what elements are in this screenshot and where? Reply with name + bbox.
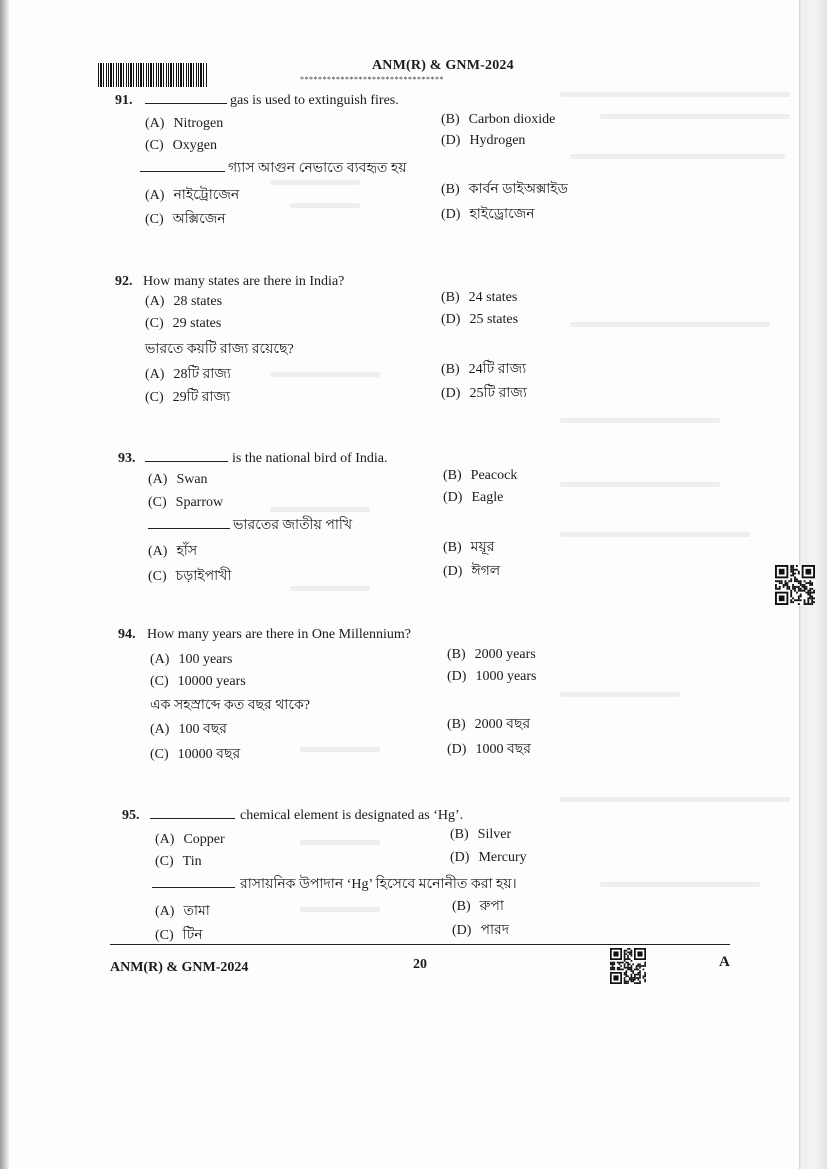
q93-option-b-en [443,467,517,485]
show-through-artifact [570,154,785,159]
option-text: 28 states [173,294,223,309]
q95-option-a-en [155,831,225,849]
question-number: 94. [118,627,136,642]
header-ornament: ******************************** [300,75,444,84]
qr-code [610,948,646,984]
page-number: 20 [413,957,427,972]
show-through-artifact [560,692,680,697]
option-key: (C) [148,495,167,510]
q94-option-a-bn [150,721,227,739]
q91-option-a-en [145,115,223,133]
option-key: (C) [145,138,164,153]
show-through-artifact [570,322,770,327]
option-key: (B) [447,717,466,732]
option-text: 100 বছর [178,722,227,737]
option-key: (D) [447,669,467,684]
q91-option-d-bn [441,206,535,224]
option-text: Nitrogen [173,116,224,131]
show-through-artifact [600,114,790,119]
question-text: ভারতের জাতীয় পাখি [233,518,353,533]
q95-option-d-en [450,849,527,867]
q92-option-c-en [145,315,221,333]
option-text: টিন [182,928,203,943]
option-text: পারদ [480,923,510,938]
option-key: (A) [148,544,168,559]
option-text: হাইড্রোজেন [469,207,535,222]
option-text: 1000 years [475,669,537,684]
q95-option-c-bn [155,927,203,945]
option-key: (C) [145,390,164,405]
q93-option-d-en [443,489,503,507]
q94-option-c-bn [150,746,240,764]
question-number: 91. [115,93,133,108]
option-key: (A) [148,472,168,487]
option-text: Swan [176,472,208,487]
option-key: (C) [150,674,169,689]
question-number: 93. [118,451,136,466]
answer-blank [145,91,227,104]
question-92-stem-bn [145,341,294,359]
question-93-stem-bn [148,516,352,535]
option-key: (A) [155,904,175,919]
qr-code-graphic [610,948,646,984]
option-text: নাইট্রোজেন [173,188,240,203]
set-code: A [719,954,730,970]
q95-option-c-en [155,853,202,871]
show-through-artifact [290,203,360,208]
show-through-artifact [560,418,720,423]
option-text: Peacock [470,468,518,483]
option-text: হাঁস [176,544,198,559]
question-text: How many states are there in India? [143,274,345,289]
q94-option-b-en [447,646,536,664]
option-text: 29টি রাজ্য [172,390,231,405]
q93-option-c-bn [148,568,231,586]
answer-blank [152,875,235,888]
option-key: (B) [447,647,466,662]
option-key: (A) [155,832,175,847]
option-key: (A) [145,367,165,382]
option-key: (C) [145,316,164,331]
show-through-artifact [300,907,380,912]
question-94-stem-bn [150,697,310,715]
show-through-artifact [290,586,370,591]
option-text: 1000 বছর [475,742,531,757]
option-key: (D) [450,850,470,865]
question-text: chemical element is designated as ‘Hg’. [240,808,464,823]
option-key: (B) [443,540,462,555]
q92-option-a-en [145,293,222,311]
q92-option-b-bn [441,361,526,379]
q94-option-d-bn [447,741,531,759]
option-text: Silver [477,827,512,842]
show-through-artifact [560,532,750,537]
q93-option-d-bn [443,563,500,581]
show-through-artifact [300,840,380,845]
question-text: গ্যাস আগুন নেভাতে ব্যবহৃত হয় [228,161,407,176]
option-text: 28টি রাজ্য [173,367,231,382]
q91-option-b-bn [441,181,568,199]
option-text: Sparrow [175,495,224,510]
answer-blank [145,449,228,462]
q91-option-c-bn [145,211,226,229]
question-91-stem-en [115,91,399,110]
page-header-title: ANM(R) & GNM-2024 [372,58,514,73]
option-text: Mercury [478,850,527,865]
q93-option-a-bn [148,543,197,561]
option-key: (B) [441,290,460,305]
q94-option-b-bn [447,716,530,734]
question-text: এক সহস্রাব্দে কত বছর থাকে? [150,698,310,713]
option-key: (A) [145,116,165,131]
option-key: (C) [148,569,167,584]
option-text: 2000 years [474,647,536,662]
show-through-artifact [600,882,760,887]
question-92-stem-en [115,273,344,291]
option-key: (A) [150,652,170,667]
option-key: (C) [155,928,174,943]
option-text: 25 states [469,312,519,327]
option-text: Hydrogen [469,133,526,148]
option-text: 25টি রাজ্য [469,386,527,401]
option-key: (B) [450,827,469,842]
question-number: 92. [115,274,133,289]
show-through-artifact [300,747,380,752]
q95-option-d-bn [452,922,509,940]
option-text: 24টি রাজ্য [468,362,527,377]
show-through-artifact [560,92,790,97]
q91-option-c-en [145,137,217,155]
option-key: (C) [155,854,174,869]
q95-option-a-bn [155,903,210,921]
q92-option-d-en [441,311,518,329]
question-93-stem-en [118,449,388,468]
q91-option-b-en [441,111,555,129]
show-through-artifact [270,180,360,185]
q94-option-a-en [150,651,232,669]
option-key: (C) [145,212,164,227]
q92-option-c-bn [145,389,230,407]
option-key: (B) [452,899,471,914]
q92-option-b-en [441,289,517,307]
answer-blank [148,516,230,529]
option-text: তামা [183,904,210,919]
option-key: (A) [150,722,170,737]
q93-option-a-en [148,471,208,489]
option-key: (C) [150,747,169,762]
option-text: 10000 years [177,674,246,689]
option-text: অক্সিজেন [172,212,226,227]
option-text: 100 years [178,652,233,667]
question-95-stem-en [122,806,463,825]
option-key: (D) [443,490,463,505]
q94-option-d-en [447,668,536,686]
show-through-artifact [560,797,790,802]
question-95-stem-bn [152,875,517,894]
option-text: Carbon dioxide [468,112,556,127]
option-text: 29 states [172,316,222,331]
option-key: (A) [145,294,165,309]
qr-code-graphic [775,565,815,605]
question-text: gas is used to extinguish fires. [230,93,399,108]
question-91-stem-bn [140,159,407,178]
question-number: 95. [122,808,140,823]
option-key: (D) [443,564,463,579]
answer-blank [140,159,225,172]
option-key: (A) [145,188,165,203]
option-key: (D) [447,742,467,757]
scan-edge-left [0,0,9,1169]
option-text: চড়াইপাখী [175,569,232,584]
footer-title: ANM(R) & GNM-2024 [110,960,249,975]
q92-option-a-bn [145,366,231,384]
option-key: (D) [441,386,461,401]
option-key: (B) [443,468,462,483]
option-text: 24 states [468,290,518,305]
q93-option-b-bn [443,539,494,557]
side-qr-code [775,565,815,605]
option-text: Copper [183,832,225,847]
question-text: How many years are there in One Millennium? [147,627,411,642]
q92-option-d-bn [441,385,527,403]
question-text: is the national bird of India. [232,451,388,466]
option-text: Eagle [471,490,504,505]
q95-option-b-en [450,826,511,844]
option-text: ময়ূর [470,540,495,555]
footer-divider [110,944,730,945]
q91-option-a-bn [145,187,239,205]
question-94-stem-en [118,626,411,644]
option-key: (B) [441,112,460,127]
option-text: Oxygen [172,138,217,153]
option-text: কার্বন ডাইঅক্সাইড [468,182,568,197]
option-text: রুপা [479,899,504,914]
option-key: (D) [441,133,461,148]
option-key: (D) [441,312,461,327]
answer-blank [150,806,235,819]
q95-option-b-bn [452,898,504,916]
option-key: (D) [452,923,472,938]
show-through-artifact [560,482,720,487]
option-text: 2000 বছর [474,717,531,732]
question-text: ভারতে কয়টি রাজ্য রয়েছে? [145,342,294,357]
q91-option-d-en [441,132,525,150]
option-key: (B) [441,182,460,197]
barcode [98,63,208,87]
q94-option-c-en [150,673,246,691]
show-through-artifact [270,507,370,512]
option-text: ঈগল [471,564,501,579]
option-text: Tin [182,854,202,869]
question-text: রাসায়নিক উপাদান ‘Hg’ হিসেবে মনোনীত করা হয়। [240,877,517,892]
option-key: (B) [441,362,460,377]
q93-option-c-en [148,494,223,512]
show-through-artifact [270,372,380,377]
option-key: (D) [441,207,461,222]
option-text: 10000 বছর [177,747,241,762]
